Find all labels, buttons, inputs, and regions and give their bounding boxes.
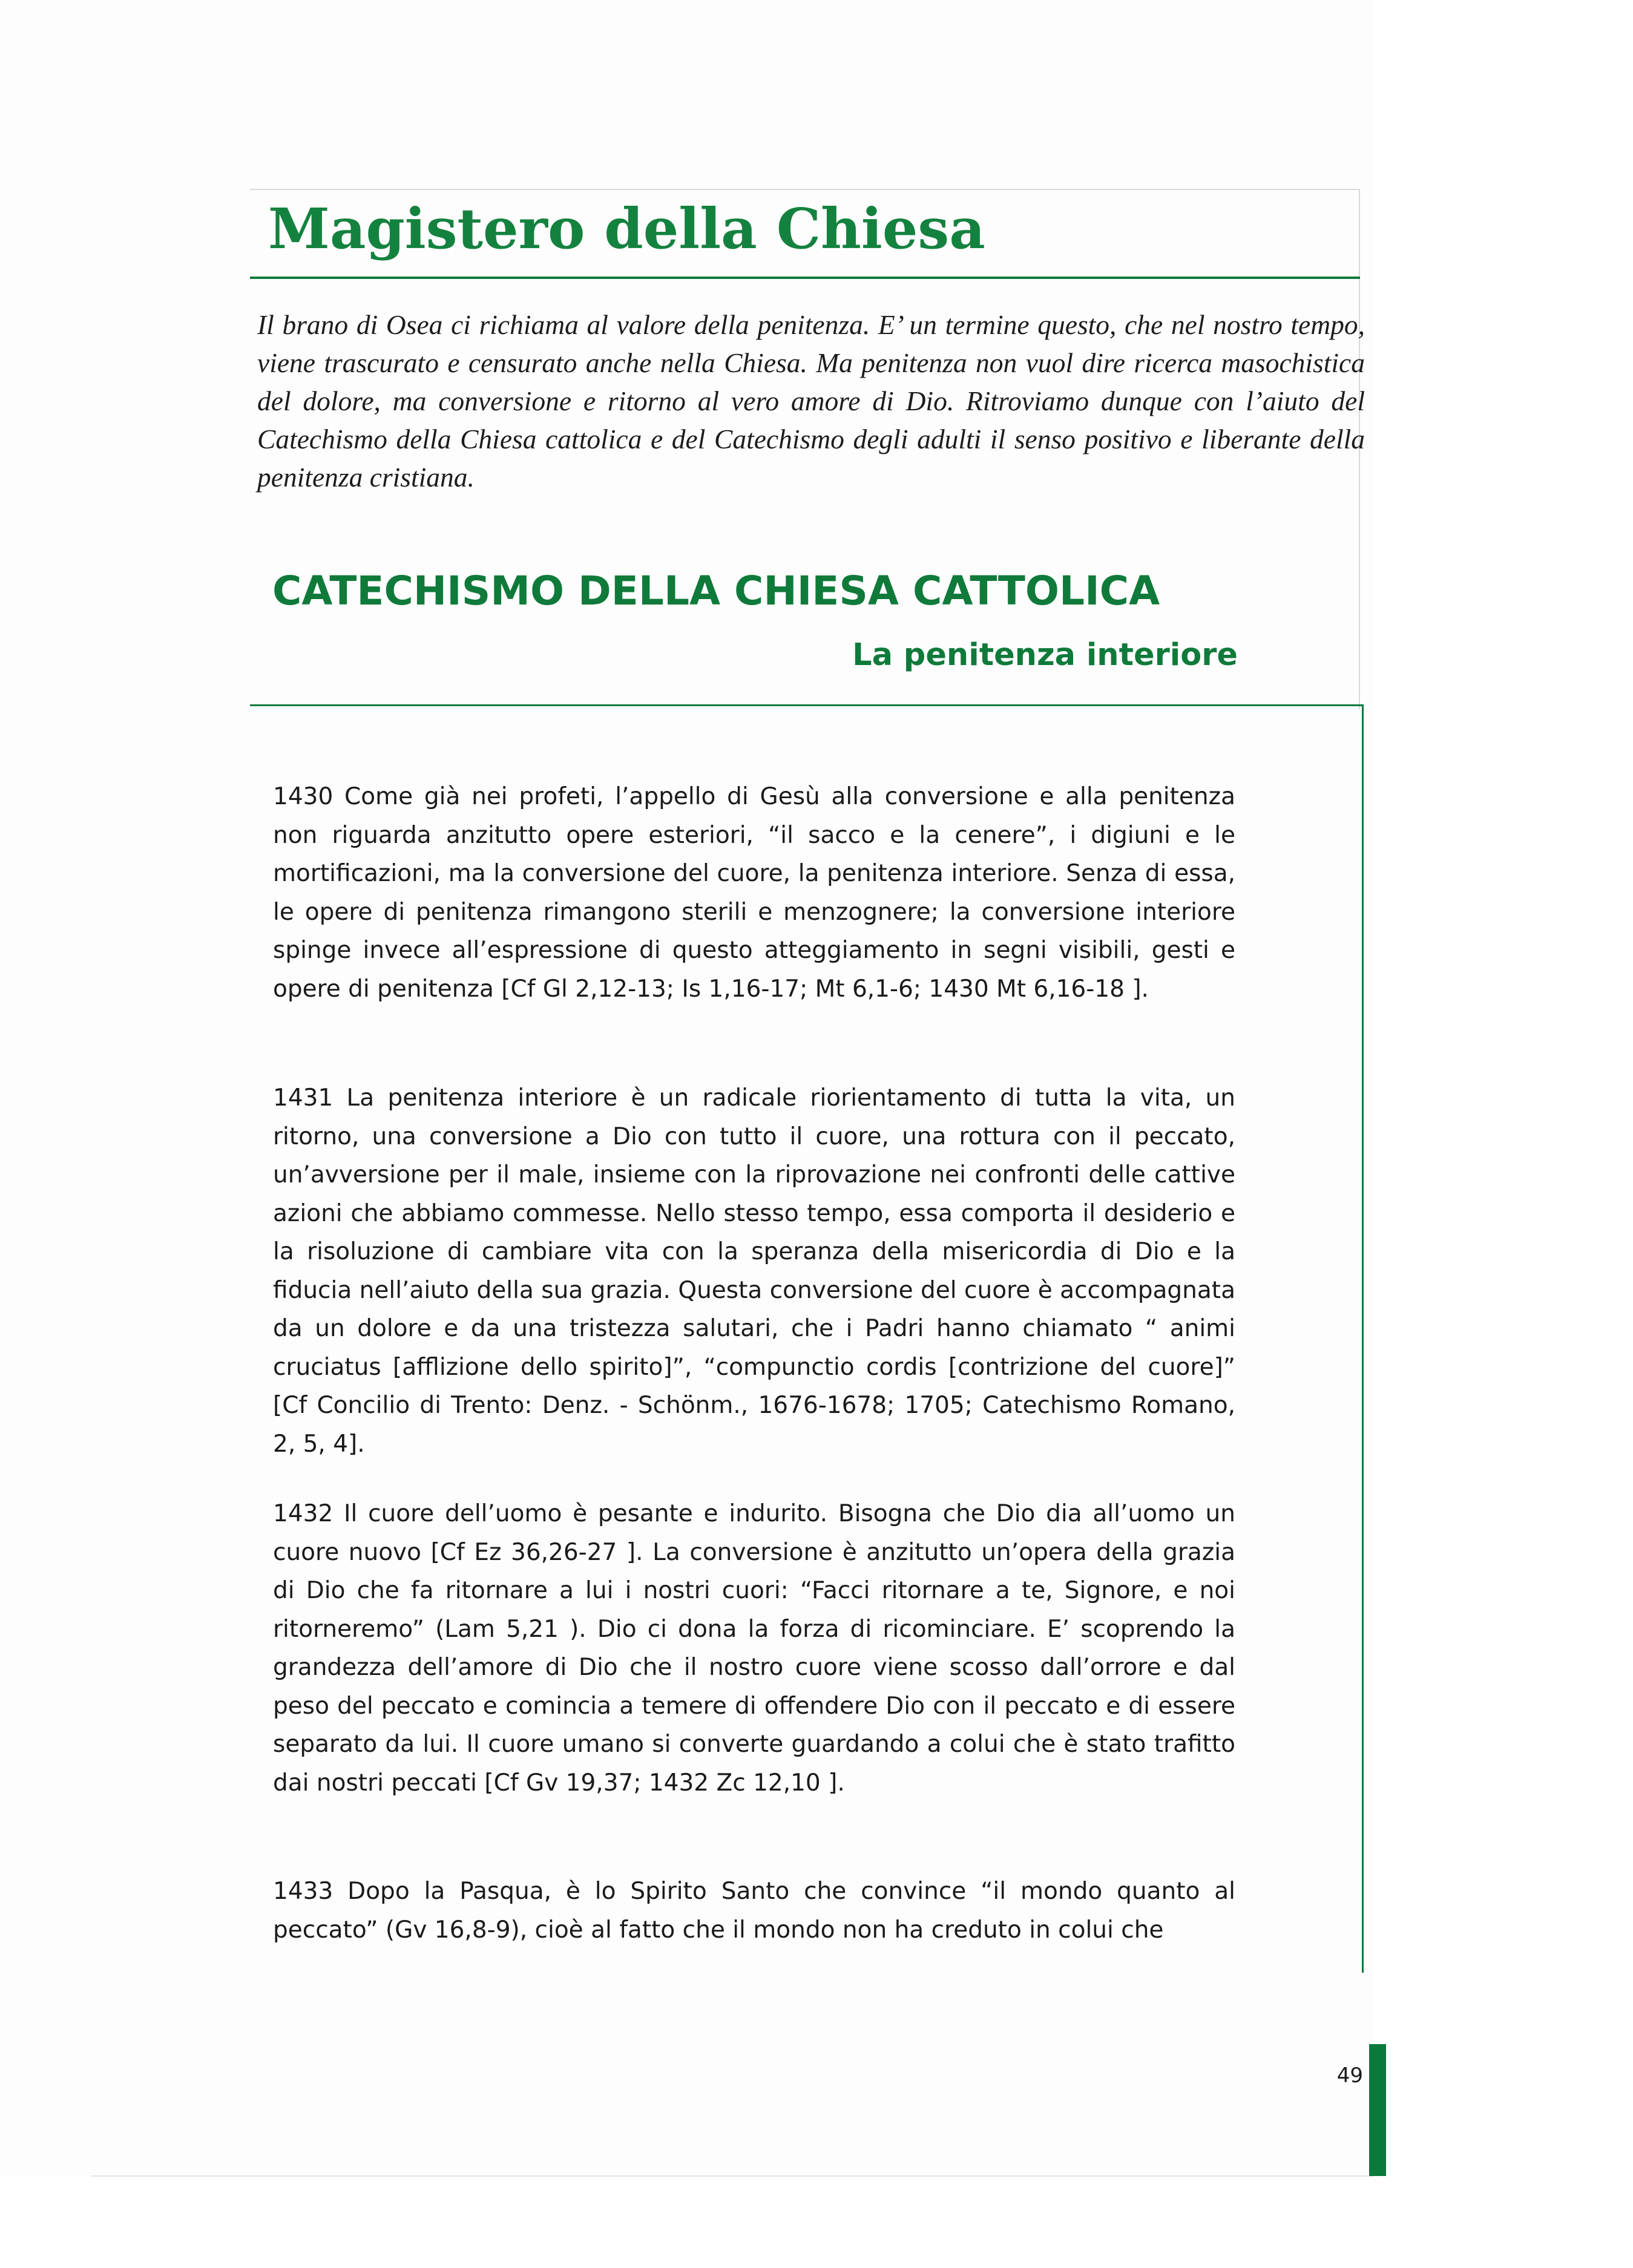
page-edge-bar (1369, 2044, 1386, 2176)
section-subtitle: La penitenza interiore (852, 637, 1238, 673)
paragraph-1433: 1433 Dopo la Pasqua, è lo Spirito Santo che convince “il mondo quanto al peccato” (Gv 16,8-9), cioè al fatto che il mondo non ha creduto in colui che (273, 1878, 1235, 1944)
paragraph-1432: 1432 Il cuore dell’uomo è pesante e indurito. Bisogna che Dio dia all’uomo un cuore nuovo [Cf Ez 36,26-27 ]. La conversione è anzitutto un’opera della grazia di Dio che fa ritornare a lui i nostri cuori: “Facci ritornare a te, Signore, e noi ritorneremo” (Lam 5,21 ). Dio ci dona la forza di ricominciare. E’ scoprendo la grandezza dell’amore di Dio che il nostro cuore viene scosso dall’orrore e dal peso del peccato e comincia a temere di offendere Dio con il peccato e di essere separato da lui. Il cuore umano si converte guardando a colui che è stato trafitto dai nostri peccati [Cf Gv 19,37; 1432 Zc 12,10 ]. (273, 1500, 1235, 1797)
page-bottom-edge (91, 2175, 1374, 2177)
scan-margin-right (1374, 0, 1633, 2176)
title-underline (250, 277, 1360, 279)
scan-margin-bottom (0, 2176, 1633, 2268)
page-number: 49 (1336, 2063, 1363, 2088)
section-title: CATECHISMO DELLA CHIESA CATTOLICA (272, 568, 1160, 614)
intro-text: Il brano di Osea ci richiama al valore della penitenza. E’ un termine questo, che nel nostro tempo, viene trascurato e censurato anche nella Chiesa. Ma penitenza non vuol dire ricerca masochistica del dolore, ma conversione e ritorno al vero amore di Dio. Ritroviamo dunque con l’aiuto del Catechismo della Chiesa cattolica e del Catechismo degli adulti il senso positivo e liberante della penitenza cristiana. (257, 309, 1365, 493)
section-side-rule (1362, 704, 1364, 1973)
page-title: Magistero della Chiesa (268, 196, 985, 261)
section-underline (250, 704, 1364, 706)
paragraph-1430: 1430 Come già nei profeti, l’appello di Gesù alla conversione e alla penitenza non riguarda anzitutto opere esteriori, “il sacco e la cenere”, i digiuni e le mortificazioni, ma la conversione del cuore, la penitenza interiore. Senza di essa, le opere di penitenza rimangono sterili e menzognere; la conversione interiore spinge invece all’espressione di questo atteggiamento in segni visibili, gesti e opere di penitenza [Cf Gl 2,12-13; Is 1,16-17; Mt 6,1-6; 1430 Mt 6,16-18 ]. (273, 783, 1235, 1003)
paragraph-1431: 1431 La penitenza interiore è un radicale riorientamento di tutta la vita, un ritorno, una conversione a Dio con tutto il cuore, una rottura con il peccato, un’avversione per il male, insieme con la riprovazione nei confronti delle cattive azioni che abbiamo commesse. Nello stesso tempo, essa comporta il desiderio e la risoluzione di cambiare vita con la speranza della misericordia di Dio e la fiducia nell’aiuto della sua grazia. Questa conversione del cuore è accompagnata da un dolore e da una tristezza salutari, che i Padri hanno chiamato “ animi cruciatus [afflizione dello spirito]”, “compunctio cordis [contrizione del cuore]” [Cf Concilio di Trento: Denz. - Schönm., 1676-1678; 1705; Catechismo Romano, 2, 5, 4]. (273, 1084, 1235, 1458)
